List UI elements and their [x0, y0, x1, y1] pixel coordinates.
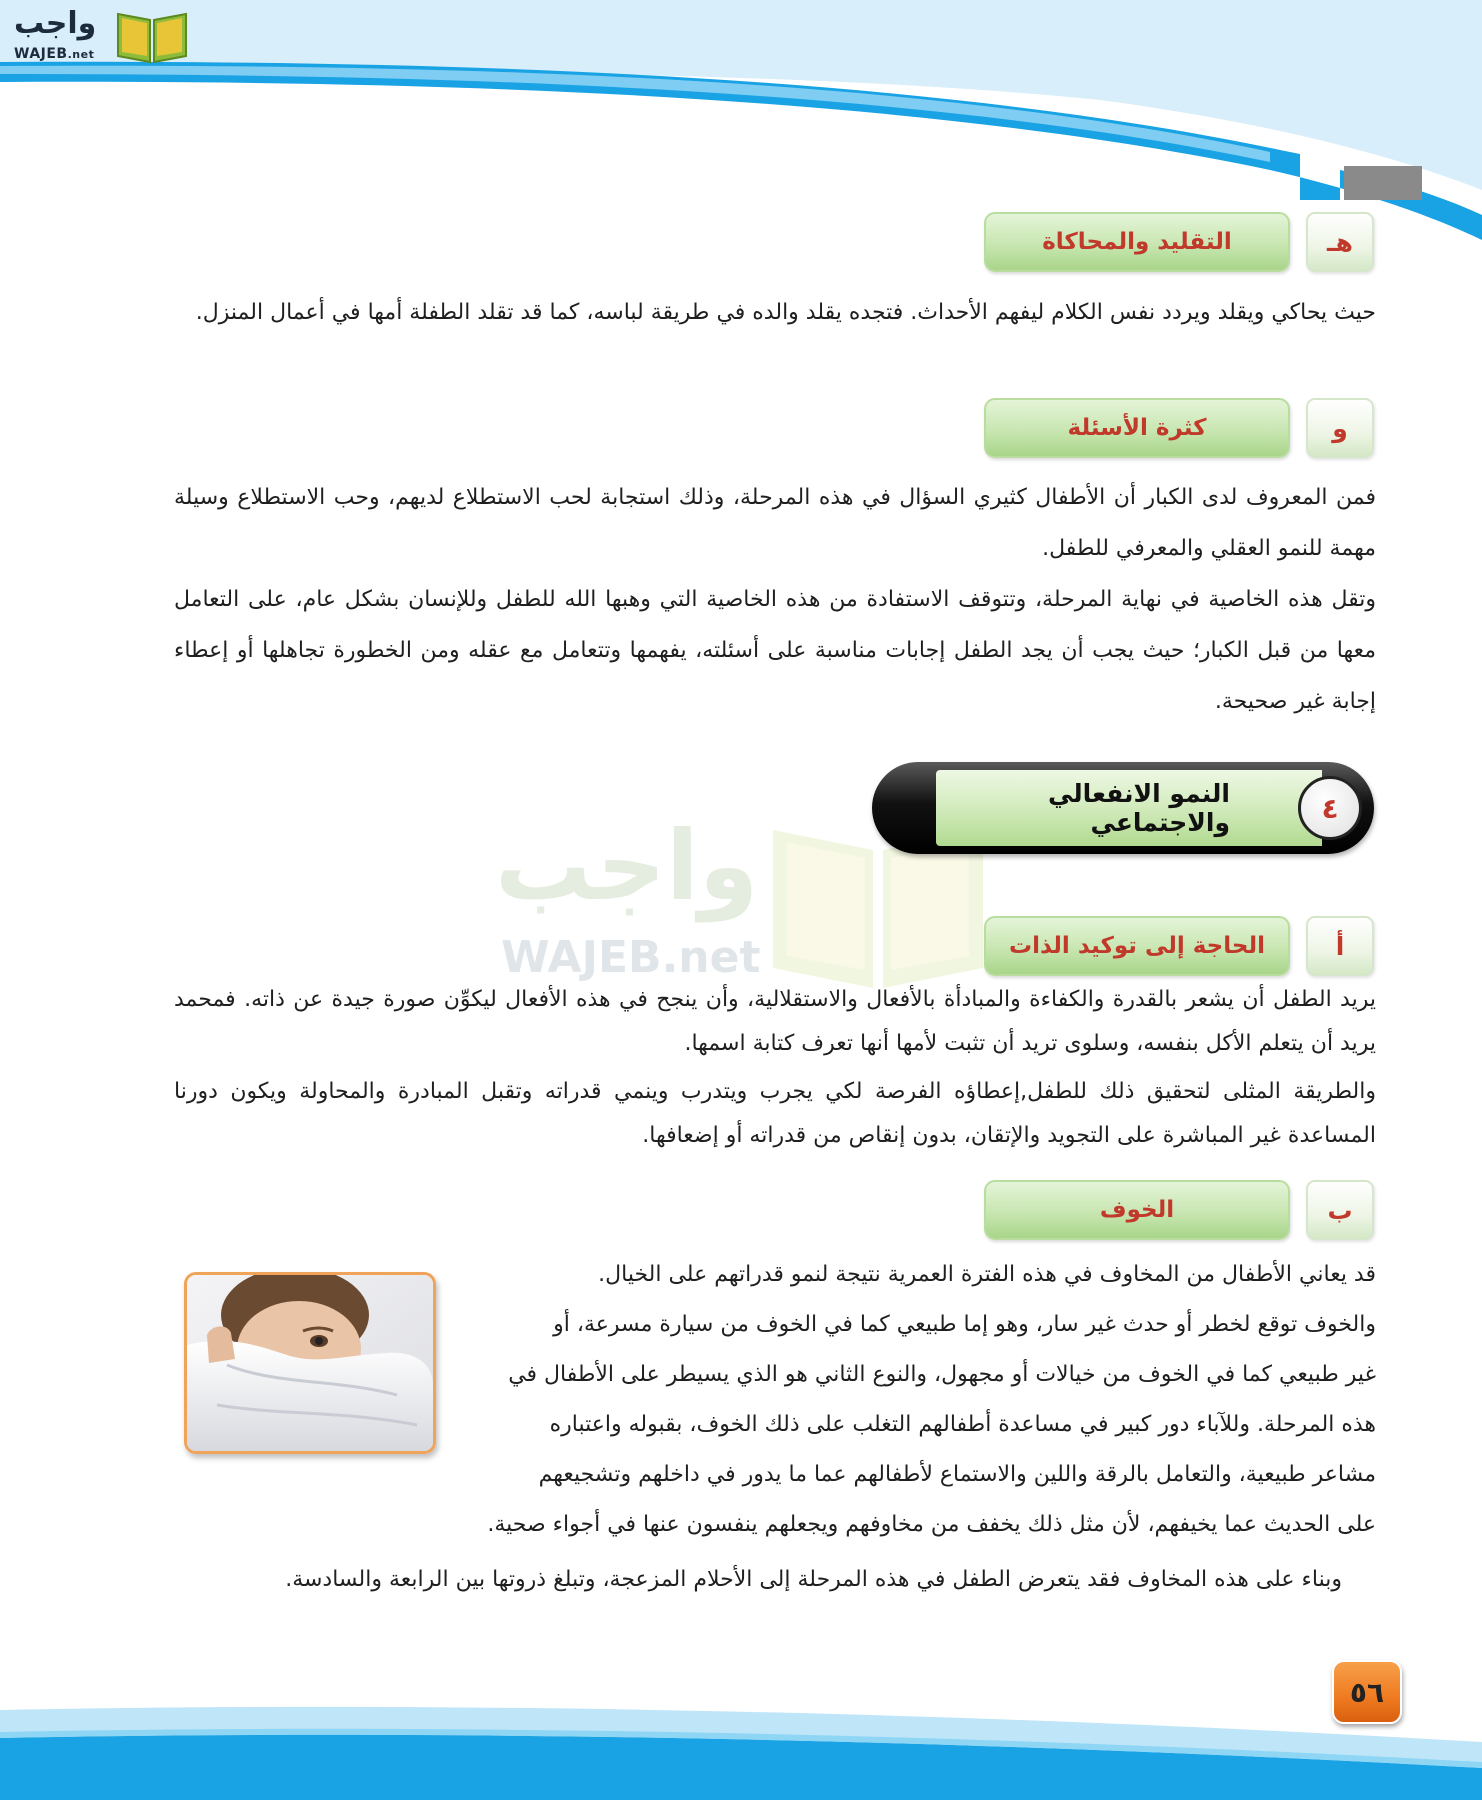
fear-line-1: قد يعاني الأطفال من المخاوف في هذه الفترة العمرية نتيجة لنمو قدراتهم على الخيال.	[598, 1262, 1376, 1287]
heading-questions	[984, 398, 1374, 458]
logo-latin-text: WAJEB.net	[14, 46, 95, 62]
fear-closing: وبناء على هذه المخاوف فقد يتعرض الطفل في هذه المرحلة إلى الأحلام المزعجة، وتبلغ ذروتها بين الرابعة والسادسة.	[285, 1567, 1342, 1592]
logo-arabic-text: واجب	[14, 6, 97, 41]
heading-letter: و	[1306, 398, 1374, 458]
watermark-arabic: واجب	[495, 810, 759, 922]
fear-line-5: مشاعر طبيعية، والتعامل بالرقة واللين والاستماع لأطفالهم عما ما يدور في داخلهم وتشجيعهم	[538, 1462, 1376, 1487]
paragraph-questions-1: فمن المعروف لدى الكبار أن الأطفال كثيري السؤال في هذه المرحلة، وذلك استجابة لحب الاستطلاع لديهم، وحب الاستطلاع وسيلة مهمة للنمو العقلي والمعرفي للطفل.	[174, 485, 1376, 561]
heading-letter: هـ	[1306, 212, 1374, 272]
fear-line-6: على الحديث عما يخيفهم، لأن مثل ذلك يخفف من مخاوفهم ويجعلهم ينفسون عنها في أجواء صحية.	[487, 1512, 1376, 1537]
heading-self-assertion	[984, 916, 1374, 976]
watermark-latin: WAJEB.net	[501, 932, 761, 983]
heading-fear	[984, 1180, 1374, 1240]
heading-title: الخوف	[984, 1180, 1290, 1240]
book-icon	[114, 6, 190, 64]
photo-illustration	[187, 1275, 433, 1451]
heading-imitation	[984, 212, 1374, 272]
paragraph-self-assertion-1: يريد الطفل أن يشعر بالقدرة والكفاءة والمبادأة بالأفعال والاستقلالية، وأن ينجح في هذه الأفعال ليكوِّن صورة جيدة عن ذاته. فمحمد يريد أن يتعلم الأكل بنفسه، وسلوى تريد أن تثبت لأمها أنها تعرف كتابة اسمها.	[174, 987, 1376, 1056]
paragraph-questions-2: وتقل هذه الخاصية في نهاية المرحلة، وتتوقف الاستفادة من هذه الخاصية التي وهبها الله للطفل وللإنسان بشكل عام، على التعامل معها من قبل الكبار؛ حيث يجب أن يجد الطفل إجابات مناسبة على أسئلته، يفهمها وتتعامل مع عقله ومن الخطورة تجاهلها أو إعطاء إجابة غير صحيحة.	[174, 587, 1376, 714]
heading-title: التقليد والمحاكاة	[984, 212, 1290, 272]
paragraph-self-assertion-2: والطريقة المثلى لتحقيق ذلك للطفل,إعطاؤه الفرصة لكي يجرب ويتدرب وينمي قدراته وتقبل المبادرة والمحاولة ويكون دورنا المساعدة غير المباشرة على التجويد والإتقان، بدون إنقاص من قدراته أو إضعافها.	[174, 1079, 1376, 1148]
page-number: ٥٦	[1332, 1660, 1402, 1724]
banner-title: النمو الانفعالي والاجتماعي	[936, 770, 1322, 846]
heading-title: الحاجة إلى توكيد الذات	[984, 916, 1290, 976]
fear-line-4: هذه المرحلة. وللآباء دور كبير في مساعدة أطفالهم التغلب على ذلك الخوف، بقبوله واعتباره	[549, 1412, 1376, 1437]
child-under-blanket-image	[184, 1272, 436, 1454]
paragraph-imitation: حيث يحاكي ويقلد ويردد نفس الكلام ليفهم الأحداث. فتجده يقلد والده في طريقة لباسه، كما قد تقلد الطفلة أمها في أعمال المنزل.	[195, 300, 1376, 325]
fear-line-2: والخوف توقع لخطر أو حدث غير سار، وهو إما طبيعي كما في الخوف من سيارة مسرعة، أو	[553, 1312, 1376, 1337]
section-banner-emotional	[872, 762, 1374, 854]
banner-number: ٤	[1298, 776, 1362, 840]
footer-band	[0, 1680, 1482, 1800]
heading-title: كثرة الأسئلة	[984, 398, 1290, 458]
heading-letter: ب	[1306, 1180, 1374, 1240]
heading-letter: أ	[1306, 916, 1374, 976]
header-band	[0, 0, 1482, 240]
fear-line-3: غير طبيعي كما في الخوف من خيالات أو مجهول، والنوع الثاني هو الذي يسيطر على الأطفال في	[508, 1362, 1376, 1387]
wajeb-logo[interactable]	[8, 4, 192, 66]
